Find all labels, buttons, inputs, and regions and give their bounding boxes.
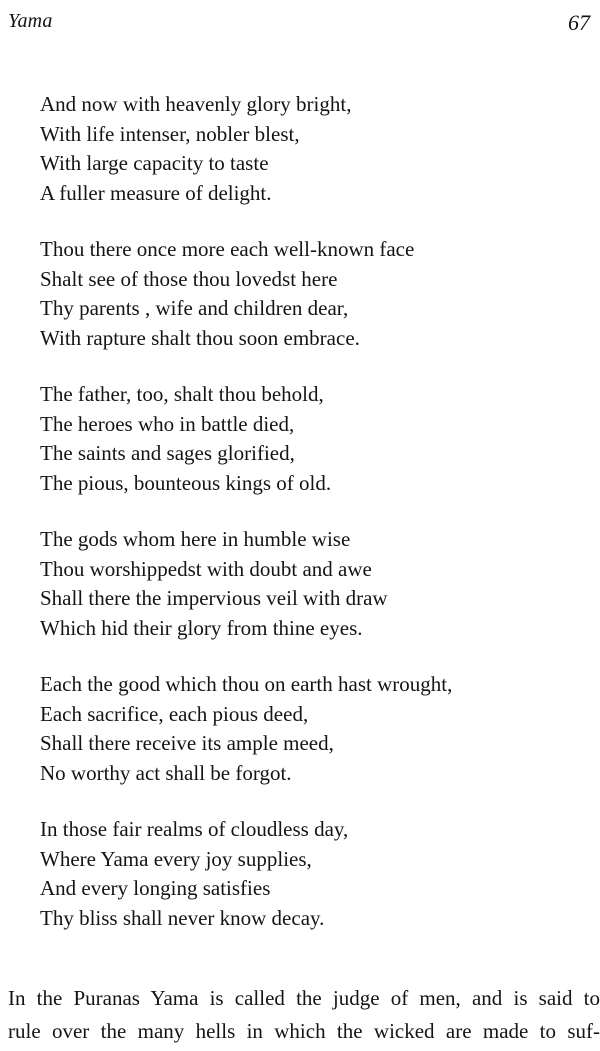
poem-stanza — [40, 670, 580, 788]
running-head — [8, 10, 592, 36]
poem-stanza — [40, 90, 580, 208]
poem-line: And now with heavenly glory bright, — [40, 92, 352, 116]
poem-line: Each sacrifice, each pious deed, — [40, 701, 309, 726]
poem-line: With large capacity to taste — [40, 151, 269, 175]
poem-stanza — [40, 815, 580, 933]
poem-line: The saints and sages glorified, — [40, 441, 295, 465]
poem-line: With life intenser, nobler blest, — [40, 121, 300, 146]
poem-line: Thy bliss shall never know decay. — [40, 905, 325, 930]
prose-paragraph — [8, 982, 600, 1048]
poem-line: And every longing satisfies — [40, 876, 271, 900]
prose-line: rule over the many hells in which the wicked are made to suf- — [8, 1019, 600, 1043]
poem-stanza — [40, 525, 580, 643]
poem-line: Each the good which thou on earth hast wrought, — [40, 672, 453, 696]
poem-line: In those fair realms of cloudless day, — [40, 817, 349, 841]
poem-line: With rapture shalt thou soon embrace. — [40, 325, 360, 350]
poem-line: Shall there receive its ample meed, — [40, 731, 334, 755]
poem-line: The father, too, shalt thou behold, — [40, 382, 324, 406]
prose-line: In the Puranas Yama is called the judge of men, and is said to — [8, 986, 600, 1010]
poem-line: Thy parents , wife and children dear, — [40, 296, 349, 320]
poem-line: The heroes who in battle died, — [40, 411, 295, 436]
poem-line: A fuller measure of delight. — [40, 180, 272, 205]
poem-line: Thou there once more each well-known face — [40, 237, 415, 261]
poem-stanza — [40, 235, 580, 353]
poem-line: Where Yama every joy supplies, — [40, 846, 312, 871]
poem-stanza — [40, 380, 580, 498]
poem-line: The pious, bounteous kings of old. — [40, 470, 332, 495]
running-head-title: Yama — [8, 10, 53, 32]
poem-line: Which hid their glory from thine eyes. — [40, 615, 363, 640]
poem-line: Shall there the impervious veil with draw — [40, 586, 388, 610]
page-number: 67 — [568, 10, 590, 35]
poem-line: Thou worshippedst with doubt and awe — [40, 556, 372, 581]
poem-line: The gods whom here in humble wise — [40, 527, 351, 551]
poem — [40, 90, 580, 933]
poem-line: No worthy act shall be forgot. — [40, 760, 292, 785]
poem-line: Shalt see of those thou lovedst here — [40, 266, 338, 291]
